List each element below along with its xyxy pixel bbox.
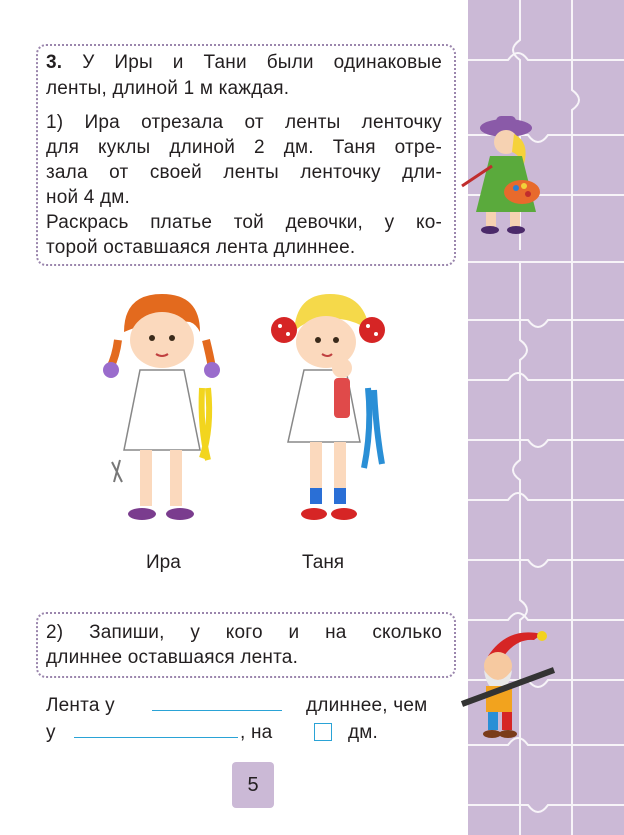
task-intro-line-2: ленты, длиной 1 м каждая. bbox=[46, 78, 290, 99]
gnome-with-pen-illustration bbox=[458, 626, 562, 742]
task-p1-line-4: ной 4 дм. bbox=[46, 187, 131, 208]
page-number: 5 bbox=[247, 774, 259, 796]
task-intro-line-1: 3. У Иры и Тани были одинаковые bbox=[46, 52, 442, 73]
task-p1-line-2: для куклы длиной 2 дм. Таня отре- bbox=[46, 137, 442, 158]
ira-label: Ира bbox=[146, 552, 181, 573]
tanya-illustration bbox=[264, 292, 394, 542]
ira-illustration bbox=[96, 292, 236, 542]
answer-word-dm: дм. bbox=[348, 722, 379, 743]
task-p1-line-3: зала от своей ленты ленточку дли- bbox=[46, 162, 442, 183]
answer-word-lenta-u: Лента у bbox=[46, 695, 115, 716]
page-number-box bbox=[232, 762, 274, 808]
task-number: 3. bbox=[46, 52, 63, 73]
task-2-line-2: длиннее оставшаяся лента. bbox=[46, 647, 299, 668]
task-p1-line-6: торой оставшаяся лента длиннее. bbox=[46, 237, 356, 258]
painter-girl-illustration bbox=[458, 112, 550, 240]
answer-word-na: , на bbox=[240, 722, 273, 743]
tanya-label: Таня bbox=[302, 552, 345, 573]
answer-word-longer-than: длиннее, чем bbox=[306, 695, 428, 716]
answer-word-u: у bbox=[46, 722, 56, 743]
task-2-line-1: 2) Запиши, у кого и на сколько bbox=[46, 622, 442, 643]
task-p1-line-1: 1) Ира отрезала от ленты ленточку bbox=[46, 112, 442, 133]
answer-box-dm[interactable] bbox=[314, 723, 332, 741]
answer-blank-2[interactable] bbox=[74, 737, 238, 738]
answer-blank-1[interactable] bbox=[152, 710, 282, 711]
task-p1-line-5: Раскрась платье той девочки, у ко- bbox=[46, 212, 442, 233]
